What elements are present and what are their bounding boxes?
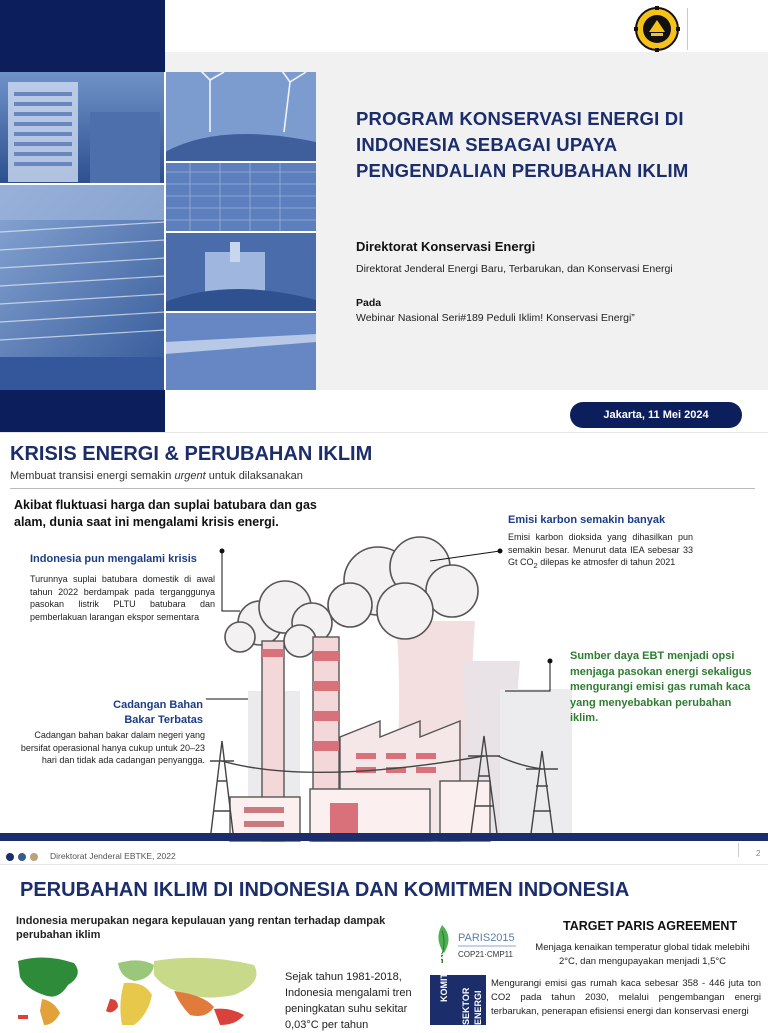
footer-bar (0, 833, 768, 841)
footer-dot (18, 853, 26, 861)
emission-target-text: Mengurangi emisi gas rumah kaca sebesar 358 - 446 juta ton CO2 pada tahun 2030, melalui pengembangan energi terbarukan, penerapan efisiensi energi dan konservasi energi (491, 978, 761, 1017)
commitment-label-line-2: SEKTOR ENERGI (461, 987, 483, 1025)
subtitle-text: Membuat transisi energi semakin (10, 470, 175, 482)
slide-subtitle (10, 470, 303, 482)
emisi-body (508, 531, 693, 572)
paris-label: PARIS2015 (458, 932, 515, 944)
presentation-title (356, 106, 736, 184)
commitment-label-line-1: KOMITMEN (439, 953, 449, 1002)
krisis-body: Turunnya suplai batubara domestik di awal tahun 2022 berdampak pada terganggunya pasokan listrik PLTU batubara dan pemberlakuan larangan ekspor sementara (30, 574, 215, 622)
energy-commitment-label (430, 953, 486, 1025)
footer-dots (6, 853, 38, 861)
lead-statement: Akibat fluktuasi harga dan suplai batubara dan gas alam, dunia saat ini mengalami krisis energi. (14, 498, 317, 529)
title-line-1: PROGRAM KONSERVASI ENERGI DI (356, 108, 684, 129)
paris-target-body: Menjaga kenaikan temperatur global tidak melebihi 2°C, dan mengupayakan menjadi 1,5°C (535, 942, 750, 967)
paris-sub: COP21·CMP11 (458, 950, 513, 959)
subtitle-text-end: untuk dilaksanakan (205, 470, 303, 482)
logo-divider (687, 8, 688, 50)
krisis-heading: Indonesia pun mengalami krisis (30, 553, 197, 565)
ebt-statement: Sumber daya EBT menjadi opsi menjaga pasokan energi sekaligus mengurangi emisi gas rumah kaca yang menyebabkan perubahan iklim. (570, 650, 752, 724)
emisi-body-text: Emisi karbon dioksida yang dihasilkan pun semakin besar. Menurut data IEA sebesar 33 Gt CO (508, 532, 693, 567)
energy-crisis-slide (0, 432, 768, 864)
title-line-3: PENGENDALIAN PERUBAHAN IKLIM (356, 160, 689, 181)
title-rule (10, 488, 755, 489)
slide-title: PERUBAHAN IKLIM DI INDONESIA DAN KOMITMEN INDONESIA (20, 879, 630, 901)
footer-source: Direktorat Jenderal EBTKE, 2022 (50, 851, 176, 861)
title-slide (0, 0, 768, 432)
emisi-heading: Emisi karbon semakin banyak (508, 514, 666, 526)
world-climate-map-icon (14, 955, 276, 1025)
title-line-2: INDONESIA SEBAGAI UPAYA (356, 134, 618, 155)
event-name: Webinar Nasional Seri#189 Peduli Iklim! Konservasi Energi” (356, 312, 635, 324)
paris-target-title: TARGET PARIS AGREEMENT (563, 919, 738, 933)
page-number: 2 (756, 849, 761, 858)
footer-dot (6, 853, 14, 861)
cadangan-body: Cadangan bahan bakar dalam negeri yang bersifat operasional hanya cukup untuk 20–23 hari dan tidak ada cadangan penyangga. (20, 730, 205, 765)
page-divider (738, 843, 739, 857)
esdm-logo-icon (634, 6, 680, 52)
emisi-body-subscript: 2 (533, 560, 538, 570)
temperature-trend-text: Sejak tahun 1981-2018, Indonesia mengalami tren peningkatan suhu sekitar 0,03°C per tahun (285, 971, 412, 1031)
cadangan-heading (88, 698, 203, 728)
date-badge: Jakarta, 11 Mei 2024 (570, 402, 742, 428)
organization-name: Direktorat Konservasi Energi (356, 239, 536, 254)
cadangan-heading-line-1: Cadangan Bahan (113, 699, 203, 711)
footer-dot (30, 853, 38, 861)
pada-label: Pada (356, 297, 382, 309)
energy-photo-collage (0, 72, 316, 390)
slide-subtitle: Indonesia merupakan negara kepulauan yang rentan terhadap dampak perubahan iklim (16, 915, 386, 941)
emisi-body-text-end: dilepas ke atmosfer di tahun 2021 (537, 557, 676, 567)
slide-title: KRISIS ENERGI & PERUBAHAN IKLIM (10, 443, 373, 465)
climate-commitment-slide (0, 864, 768, 1031)
subtitle-emphasis: urgent (174, 470, 206, 482)
organization-parent: Direktorat Jenderal Energi Baru, Terbarukan, dan Konservasi Energi (356, 263, 673, 275)
power-plant-illustration-icon (200, 541, 580, 841)
cadangan-heading-line-2: Bakar Terbatas (124, 714, 203, 726)
